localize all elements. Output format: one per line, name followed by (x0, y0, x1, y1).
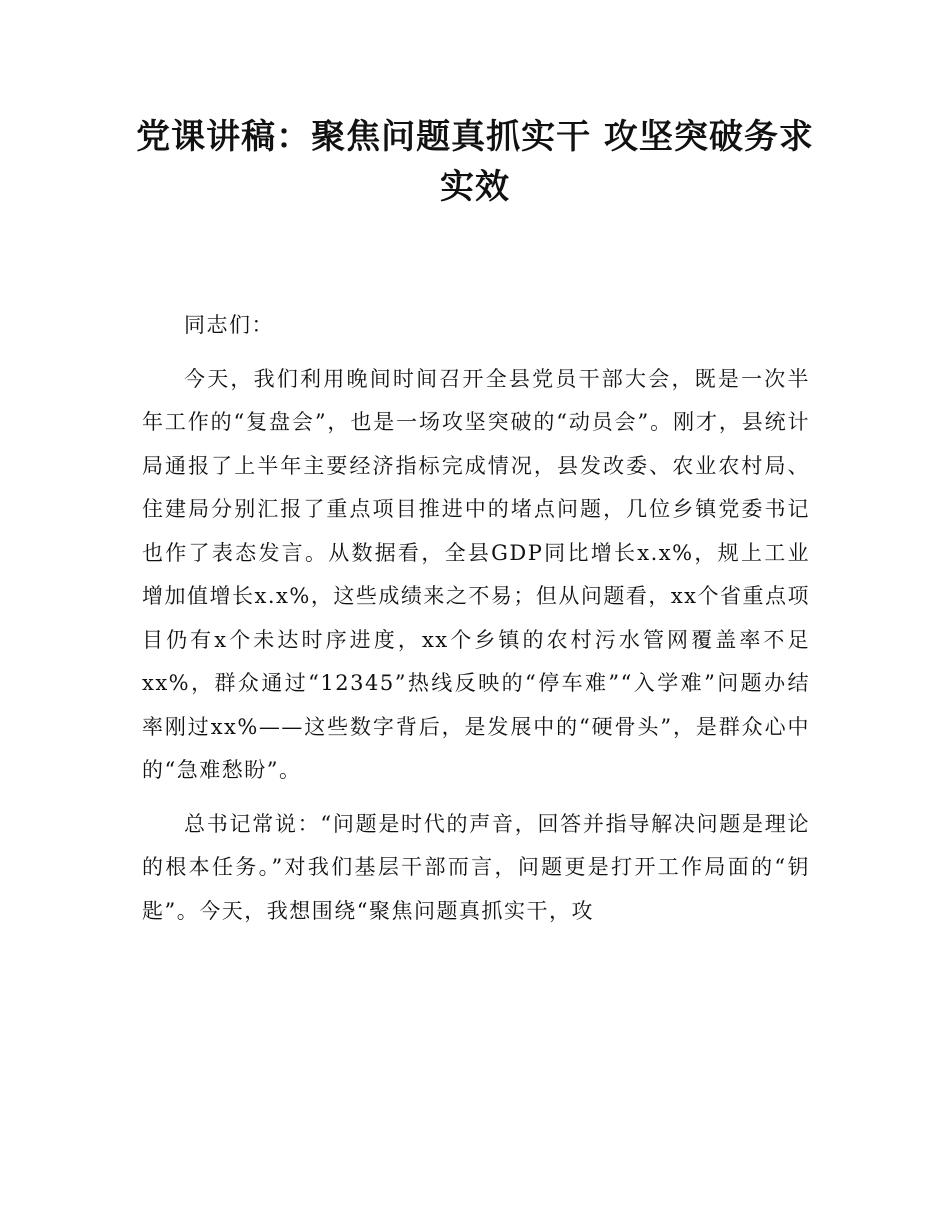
salutation-paragraph: 同志们： (184, 313, 274, 337)
body-paragraph: 今天，我们利用晚间时间召开全县党员干部大会，既是一次半年工作的“复盘会”，也是一场攻坚突破的“动员会”。刚才，县统计局通报了上半年主要经济指标完成情况，县发改委、农业农村局、住建局分别汇报了重点项目推进中的堵点问题，几位乡镇党委书记也作了表态发言。从数据看，全县GDP同比增长x.x%，规上工业增加值增长x.x%，这些成绩来之不易；但从问题看，xx个省重点项目仍有x个未达时序进度，xx个乡镇的农村污水管网覆盖率不足xx%，群众通过“12345”热线反映的“停车难”“入学难”问题办结率刚过xx%——这些数字背后，是发展中的“硬骨头”，是群众心中的“急难愁盼”。 (142, 366, 810, 782)
document-body (142, 304, 810, 943)
document-title: 党课讲稿：聚焦问题真抓实干 攻坚突破务求实效 (136, 117, 814, 207)
body-paragraph: 总书记常说：“问题是时代的声音，回答并指导解决问题是理论的根本任务。”对我们基层干部而言，问题更是打开工作局面的“钥匙”。今天，我想围绕“聚焦问题真抓实干，攻 (142, 811, 810, 923)
